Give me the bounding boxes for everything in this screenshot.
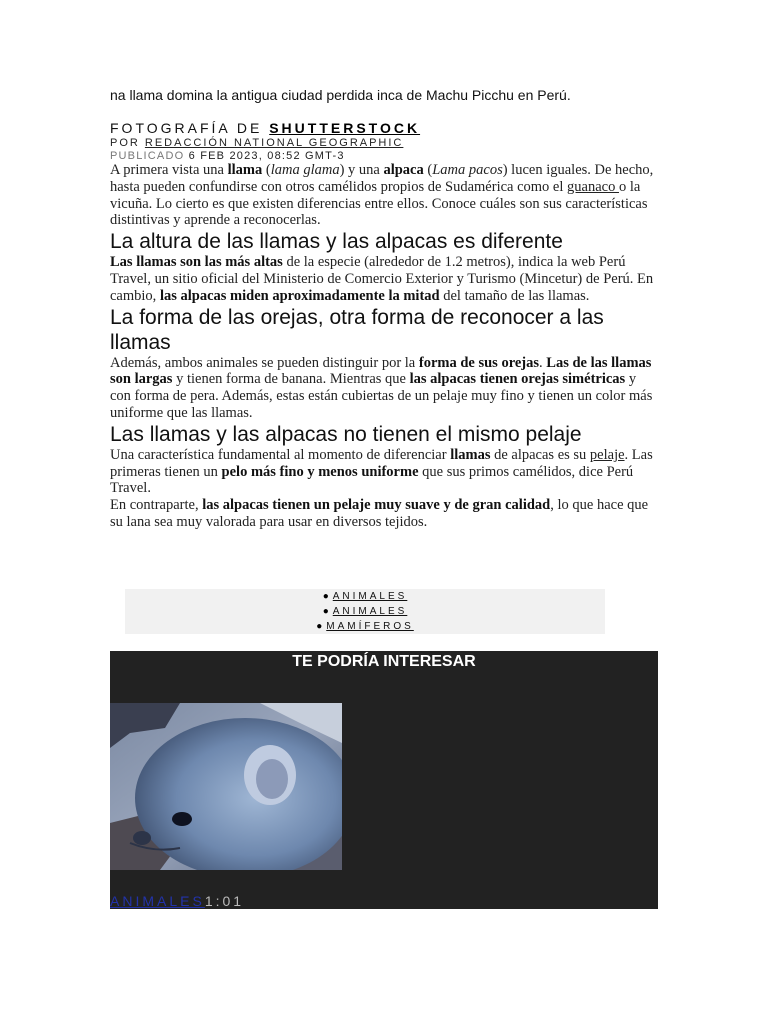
- photo-caption: na llama domina la antigua ciudad perdida inca de Machu Picchu en Perú.: [110, 87, 571, 103]
- related-category-link[interactable]: ANIMALES: [110, 893, 205, 909]
- bullet-icon: ●: [322, 591, 329, 602]
- guanaco-link[interactable]: guanaco: [567, 178, 619, 195]
- published-label: PUBLICADO: [110, 150, 185, 162]
- paragraph-altura: Las llamas son las más altas de la especie (alrededor de 1.2 metros), indica la web Perú Travel, un sitio oficial del Ministerio de Comercio Exterior y Turismo (Mincetur) de Perú. En cambio, las alpacas miden aproximadamente la mitad del tamaño de las llamas.: [110, 254, 654, 304]
- photo-source-link[interactable]: SHUTTERSTOCK: [269, 120, 421, 136]
- author-link[interactable]: REDACCIÓN NATIONAL GEOGRAPHIC: [144, 137, 404, 149]
- pelaje-link[interactable]: pelaje: [589, 446, 625, 463]
- related-title: TE PODRÍA INTERESAR: [292, 653, 476, 670]
- published-date: 6 FEB 2023, 08:52 GMT-3: [188, 150, 345, 162]
- photo-credit-label: FOTOGRAFÍA DE: [110, 120, 263, 136]
- intro-paragraph: A primera vista una llama (lama glama) y una alpaca (Lama pacos) lucen iguales. De hecho, hasta pueden confundirse con otros camélidos propios de Sudamérica como el guanaco o la vicuña. Lo cierto es que existen diferencias entre ellos. Conoce cuáles son sus características distintivas y aprende a reconocerlas.: [110, 162, 654, 229]
- tag-link-animales-2[interactable]: ANIMALES: [332, 606, 408, 617]
- paragraph-pelaje-1: Una característica fundamental al momento de diferenciar llamas de alpacas es su pelaje. Las primeras tienen un pelo más fino y menos uniforme que sus primos camélidos, dice Perú Travel.: [110, 446, 653, 497]
- tag-item: [125, 589, 605, 604]
- tag-list: [125, 589, 605, 634]
- tag-item: [125, 619, 605, 634]
- heading-pelaje: Las llamas y las alpacas no tienen el mismo pelaje: [110, 422, 582, 446]
- tag-link-mamiferos[interactable]: MAMÍFEROS: [326, 621, 414, 632]
- byline-label: POR: [110, 137, 140, 149]
- related-content: [110, 651, 658, 909]
- publish-date: [110, 150, 345, 162]
- tag-item: [125, 604, 605, 619]
- article-body: [110, 162, 660, 531]
- byline: [110, 137, 403, 149]
- bullet-icon: ●: [322, 606, 329, 617]
- pika-photo: [110, 703, 342, 870]
- paragraph-orejas: Además, ambos animales se pueden distinguir por la forma de sus orejas. Las de las llamas son largas y tienen forma de banana. Mientras que las alpacas tienen orejas simétricas y con forma de pera. Además, estas están cubiertas de un pelaje muy fino y tienen un color más uniforme que las llamas.: [110, 354, 653, 421]
- bullet-icon: ●: [316, 621, 323, 632]
- heading-orejas: La forma de las orejas, otra forma de reconocer a las llamas: [110, 305, 604, 354]
- video-duration: 1:01: [204, 893, 245, 909]
- tag-link-animales[interactable]: ANIMALES: [332, 591, 408, 602]
- photo-credit: [110, 120, 420, 136]
- paragraph-pelaje-2: En contraparte, las alpacas tienen un pelaje muy suave y de gran calidad, lo que hace que su lana sea muy valorada para usar en diversos tejidos.: [110, 497, 649, 530]
- related-meta: [110, 893, 244, 909]
- related-video-thumbnail[interactable]: [110, 703, 342, 870]
- heading-altura: La altura de las llamas y las alpacas es diferente: [110, 230, 563, 254]
